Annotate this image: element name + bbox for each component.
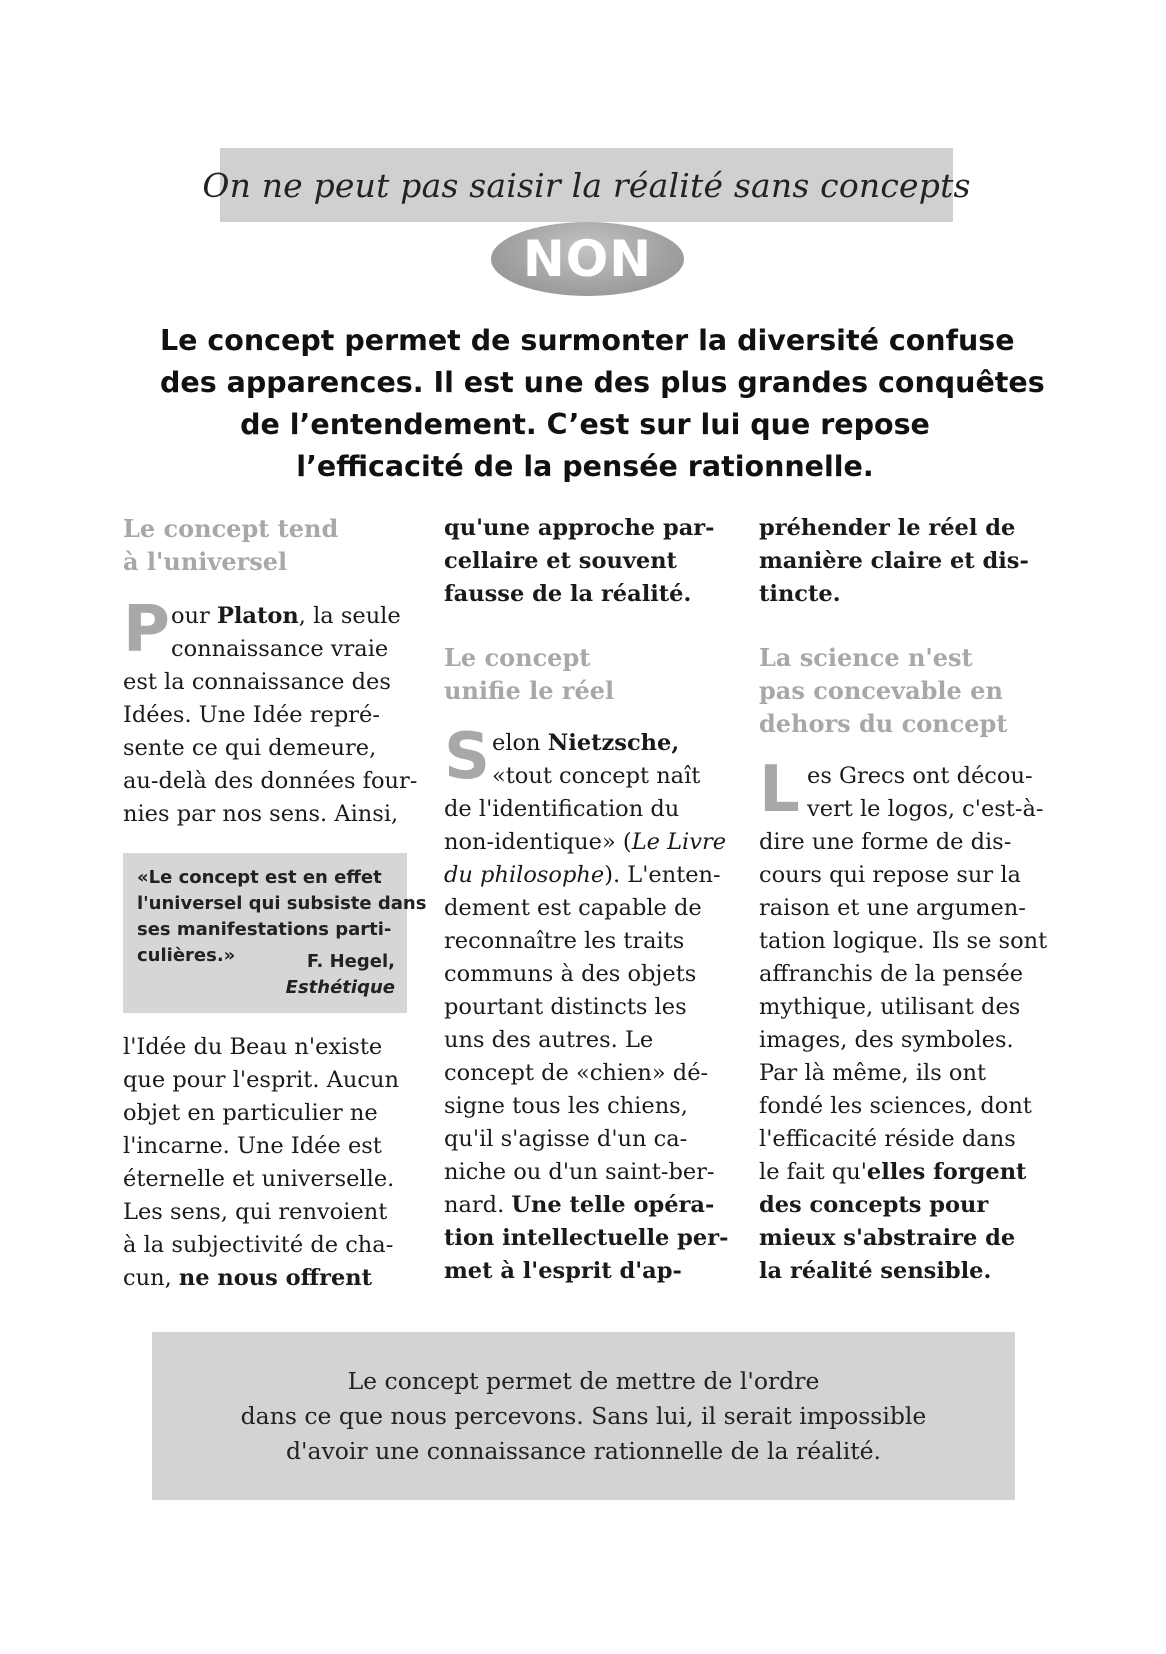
lead-line: des apparences. Il est une des plus grandes conquêtes: [160, 366, 1045, 399]
text-line: l'Idée du Beau n'existe: [123, 1034, 383, 1060]
text-line: cours qui repose sur la: [759, 862, 1021, 888]
text-line: non-identique» (Le Livre: [444, 829, 727, 855]
text-line: manière claire et dis-: [759, 548, 1029, 574]
text-line: fondé les sciences, dont: [759, 1093, 1032, 1119]
text-line: raison et une argumen-: [759, 895, 1026, 921]
text-line: dire une forme de dis-: [759, 829, 1012, 855]
lead-line: de l’entendement. C’est sur lui que repose: [240, 408, 930, 441]
heading-line: La science n'est: [759, 643, 973, 672]
lead-line: Le concept permet de surmonter la diversité confuse: [160, 324, 1015, 357]
quote-author: F. Hegel,: [306, 951, 395, 972]
text-line: reconnaître les traits: [444, 928, 685, 954]
text-line: Les sens, qui renvoient: [123, 1199, 388, 1225]
text-line: à la subjectivité de cha-: [123, 1232, 394, 1258]
text-line: préhender le réel de: [759, 515, 1016, 541]
quote-line: [137, 943, 395, 975]
heading-line: unifie le réel: [444, 676, 615, 705]
text-line: l'incarne. Une Idée est: [123, 1133, 382, 1159]
drop-cap: S: [444, 720, 491, 794]
text-line: au-delà des données four-: [123, 768, 418, 794]
text-line: met à l'esprit d'ap-: [444, 1258, 682, 1284]
text-line: éternelle et universelle.: [123, 1166, 395, 1192]
section1-heading: [123, 512, 413, 578]
drop-cap: P: [123, 593, 170, 667]
summary-line: dans ce que nous percevons. Sans lui, il serait impossible: [240, 1401, 927, 1430]
lead-line: l’efficacité de la pensée rationnelle.: [296, 450, 874, 483]
quote-line: l'universel qui subsiste dans: [137, 893, 427, 914]
text-line: nies par nos sens. Ainsi,: [123, 801, 399, 827]
quote-line: «Le concept est en effet: [137, 867, 382, 888]
text-line: pourtant distincts les: [444, 994, 687, 1020]
column-2: [444, 512, 734, 1288]
hegel-quote: [123, 853, 427, 1013]
text-line: concept de «chien» dé-: [444, 1060, 709, 1086]
text-line: our Platon, la seule: [171, 603, 401, 629]
text-line: vert le logos, c'est-à-: [807, 796, 1044, 822]
heading-line: Le concept: [444, 643, 591, 672]
text-line: du philosophe). L'enten-: [444, 862, 721, 888]
text-line: nard. Une telle opéra-: [444, 1192, 715, 1218]
text-line: qu'une approche par-: [444, 515, 715, 541]
column-3: [759, 512, 1049, 1288]
text-line: communs à des objets: [444, 961, 697, 987]
section2-heading: [444, 641, 734, 707]
text-line: est la connaissance des: [123, 669, 391, 695]
text-line: signe tous les chiens,: [444, 1093, 688, 1119]
text-line: elon Nietzsche,: [492, 730, 680, 756]
text-line: fausse de la réalité.: [444, 581, 692, 607]
text-line: tion intellectuelle per-: [444, 1225, 729, 1251]
text-line: images, des symboles.: [759, 1027, 1014, 1053]
section1-body: [123, 593, 418, 831]
text-line: uns des autres. Le: [444, 1027, 654, 1053]
quote-work: Esthétique: [285, 977, 395, 998]
text-line: objet en particulier ne: [123, 1100, 378, 1126]
summary-box: [152, 1332, 1015, 1500]
text-line: dement est capable de: [444, 895, 702, 921]
summary-line: Le concept permet de mettre de l'ordre: [347, 1366, 820, 1395]
summary-line: d'avoir une connaissance rationnelle de la réalité.: [285, 1436, 882, 1465]
text-line: mythique, utilisant des: [759, 994, 1021, 1020]
text-line: cun, ne nous offrent: [123, 1265, 373, 1291]
heading-line: dehors du concept: [759, 709, 1008, 738]
text-line: tincte.: [759, 581, 841, 607]
text-line: tation logique. Ils se sont: [759, 928, 1048, 954]
section3-heading: [759, 641, 1049, 740]
text-line: que pour l'esprit. Aucun: [123, 1067, 399, 1093]
text-line: affranchis de la pensée: [759, 961, 1024, 987]
text-line: cellaire et souvent: [444, 548, 677, 574]
heading-line: pas concevable en: [759, 676, 1003, 705]
lead-paragraph: [160, 320, 1045, 488]
heading-line: à l'universel: [123, 547, 288, 576]
page-title: On ne peut pas saisir la réalité sans concepts: [220, 148, 953, 222]
text-line: Par là même, ils ont: [759, 1060, 986, 1086]
text-line: connaissance vraie: [171, 636, 389, 662]
text-line: des concepts pour: [759, 1192, 989, 1218]
quote-last-text: culières.»: [137, 945, 236, 966]
text-line: niche ou d'un saint-ber-: [444, 1159, 715, 1185]
text-line: de l'identification du: [444, 796, 680, 822]
text-line: qu'il s'agisse d'un ca-: [444, 1126, 688, 1152]
text-line: la réalité sensible.: [759, 1258, 992, 1284]
non-badge: NON: [491, 222, 684, 296]
text-line: mieux s'abstraire de: [759, 1225, 1016, 1251]
quote-line: ses manifestations parti-: [137, 919, 392, 940]
section2-body: [444, 720, 734, 1288]
text-line: le fait qu'elles forgent: [759, 1159, 1027, 1185]
text-line: l'efficacité réside dans: [759, 1126, 1016, 1152]
text-line: sente ce qui demeure,: [123, 735, 377, 761]
text-line: es Grecs ont décou-: [807, 763, 1033, 789]
column-1: [123, 512, 427, 1295]
text-line: «tout concept naît: [492, 763, 701, 789]
drop-cap: L: [759, 753, 800, 827]
text-line: Idées. Une Idée repré-: [123, 702, 380, 728]
heading-line: Le concept tend: [123, 514, 339, 543]
section3-body: [759, 753, 1049, 1288]
